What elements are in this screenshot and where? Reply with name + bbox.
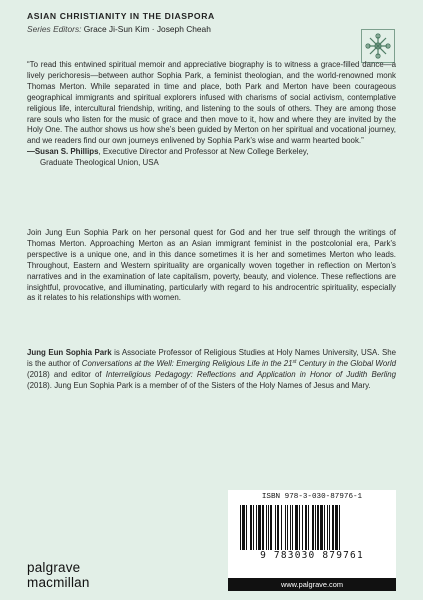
barcode-bar bbox=[327, 505, 328, 550]
bio-text-2: (2018) and editor of bbox=[27, 369, 106, 379]
endorsement-quote bbox=[27, 60, 396, 169]
barcode-bar bbox=[339, 505, 340, 550]
barcode-bar bbox=[281, 505, 282, 550]
barcode-bar bbox=[268, 505, 269, 550]
book-title-1a: Conversations at the Well: Emerging Religious Life in the 21 bbox=[81, 358, 293, 368]
publisher-line-1: palgrave bbox=[27, 560, 81, 575]
barcode-bar bbox=[335, 505, 338, 550]
barcode-bar bbox=[242, 505, 243, 550]
barcode-bar bbox=[312, 505, 314, 550]
barcode-bar bbox=[295, 505, 298, 550]
barcode-bar bbox=[317, 505, 319, 550]
book-title-2: Interreligious Pedagogy: Reflections and Application in Honor of Judith Berling bbox=[105, 369, 396, 379]
barcode-bar bbox=[258, 505, 261, 550]
barcode-bar bbox=[250, 505, 252, 550]
quote-attribution-affiliation: Graduate Theological Union, USA bbox=[40, 158, 159, 168]
quote-attribution-role: , Executive Director and Professor at New College Berkeley, bbox=[98, 147, 309, 157]
book-description: Join Jung Eun Sophia Park on her personal quest for God and her true self through the writings of Thomas Merton. Approaching Merton as an Asian immigrant feminist in the postcolonial era, Park’s perspective is a unique one, and in this dance sometimes it is her and sometimes Merton who leads. Throughout, Eastern and Western spirituality are organically woven together in reflection on Merton’s narratives and in the examination of late capitalism, poverty, beauty, and violence. These reflections are insightful, provocative, and illuminating, particularly with regard to his androcentric spirituality, especially as it relates to his relationships with women. bbox=[27, 228, 396, 303]
publisher-line-2: macmillan bbox=[27, 575, 90, 590]
author-name: Jung Eun Sophia Park bbox=[27, 348, 112, 357]
barcode-bar bbox=[253, 505, 254, 550]
publisher-logo bbox=[27, 560, 90, 590]
series-editors-names: Grace Ji-Sun Kim · Joseph Cheah bbox=[83, 24, 211, 34]
barcode-bar bbox=[290, 505, 291, 550]
barcode-bar bbox=[315, 505, 316, 550]
quote-text: “To read this entwined spiritual memoir and appreciative biography is to witness a grace-filled dance—a lively perichoresis—between author Sophia Park, a feminist theologian, and the world-renowned monk Thomas Merton. While separated in time and place, both Park and Merton have been courageous geographical immigrants and spiritual explorers infused with charisms of social activism, contemplative religious life, intercultural friendship, writing, and listening to the souls of others. They are among those rare souls who listen for the music of grace and then move to it, how and where they are invited by the Holy One. The author shows us how she’s been guided by Merton on her spiritual and vocational journey, and we readers find our own journeys enlivened by Sophia Park’s wise and warm hearted book.” bbox=[27, 60, 396, 146]
quote-attribution bbox=[27, 147, 396, 158]
barcode-bar bbox=[332, 505, 334, 550]
isbn-label: ISBN 978-3-030-87976-1 bbox=[261, 493, 363, 501]
book-title-1b: Century in the Global World bbox=[296, 358, 396, 368]
book-title-1-sup: st bbox=[292, 358, 297, 365]
barcode-bar bbox=[246, 505, 247, 550]
barcode-bar bbox=[256, 505, 257, 550]
barcode-bar bbox=[329, 505, 330, 550]
bio-text-1: is Associate Professor of Religious Studies at Holy Names University, USA. She is the author of bbox=[27, 348, 396, 368]
barcode-bar bbox=[308, 505, 309, 550]
publisher-website[interactable]: www.palgrave.com bbox=[228, 578, 396, 591]
bio-text-3: (2018). Jung Eun Sophia Park is a member of of the Sisters of the Holy Names of Jesus and Mary. bbox=[27, 380, 371, 390]
series-logo bbox=[361, 29, 395, 63]
quote-attribution-name: —Susan S. Phillips bbox=[27, 147, 99, 157]
isbn-barcode bbox=[228, 490, 396, 578]
series-editors bbox=[27, 24, 211, 34]
barcode-bar bbox=[302, 505, 303, 550]
barcode-bar bbox=[305, 505, 307, 550]
barcode-bar bbox=[243, 505, 245, 550]
barcode-bar bbox=[285, 505, 286, 550]
barcode-bar bbox=[270, 505, 272, 550]
barcode-bar bbox=[277, 505, 279, 550]
series-editors-label: Series Editors: bbox=[27, 24, 82, 34]
book-title-1 bbox=[82, 359, 396, 368]
barcode-bar bbox=[299, 505, 300, 550]
barcode-bar bbox=[266, 505, 267, 550]
barcode-bar bbox=[320, 505, 323, 550]
barcode-bar bbox=[287, 505, 288, 550]
author-bio bbox=[27, 348, 396, 392]
flower-cross-icon bbox=[362, 30, 394, 62]
barcode-bar bbox=[275, 505, 276, 550]
barcode-number: 9 783030 879761 bbox=[260, 550, 364, 561]
barcode-bar bbox=[292, 505, 293, 550]
series-title: ASIAN CHRISTIANITY IN THE DIASPORA bbox=[27, 11, 215, 21]
barcode-bars bbox=[240, 505, 384, 550]
barcode-bar bbox=[324, 505, 325, 550]
barcode-bar bbox=[262, 505, 264, 550]
barcode-bar bbox=[240, 505, 241, 550]
